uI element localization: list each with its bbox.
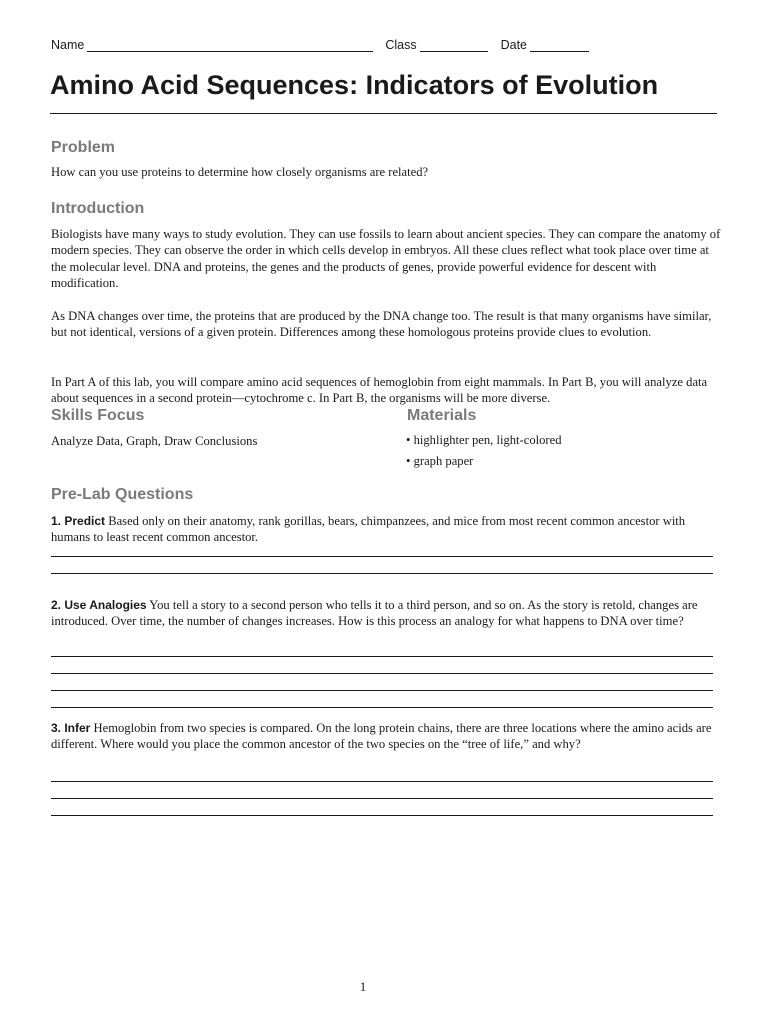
- materials-item: [406, 454, 473, 469]
- header-fields: [51, 38, 611, 52]
- date-field[interactable]: [530, 39, 589, 52]
- materials-item-label: highlighter pen, light-colored: [413, 433, 562, 447]
- answer-line[interactable]: [51, 690, 713, 691]
- intro-paragraph-3: In Part A of this lab, you will compare amino acid sequences of hemoglobin from eight mammals. In Part B, you will analyze data about sequences in a second protein—cytochrome c. In Part B, the organisms will be more diverse.: [51, 375, 708, 406]
- title-divider: [50, 113, 717, 114]
- class-field[interactable]: [420, 39, 488, 52]
- question-1: [51, 513, 721, 546]
- question-1-text: Based only on their anatomy, rank gorillas, bears, chimpanzees, and mice from most recent common ancestor with humans to least recent common ancestor.: [51, 514, 686, 545]
- class-label: Class: [385, 38, 417, 52]
- answer-line[interactable]: [51, 707, 713, 708]
- answer-line[interactable]: [51, 815, 713, 816]
- answer-line[interactable]: [51, 781, 713, 782]
- question-3: [51, 720, 721, 753]
- question-2: [51, 597, 721, 630]
- bullet-icon: •: [406, 454, 411, 468]
- answer-line[interactable]: [51, 573, 713, 574]
- question-2-text: You tell a story to a second person who tells it to a third person, and so on. As the story is retold, changes are introduced. Over time, the number of changes increases. How is this process an analogy for what happens to DNA over time?: [51, 598, 698, 629]
- materials-item: [406, 433, 562, 448]
- question-2-label: 2. Use Analogies: [51, 598, 147, 612]
- answer-line[interactable]: [51, 656, 713, 657]
- page-title: Amino Acid Sequences: Indicators of Evolution: [50, 70, 659, 100]
- question-3-label: 3. Infer: [51, 721, 91, 735]
- name-field[interactable]: [87, 39, 373, 52]
- page-number: 1: [359, 979, 367, 994]
- name-label: Name: [51, 38, 85, 52]
- materials-item-label: graph paper: [413, 454, 474, 468]
- question-1-label: 1. Predict: [51, 514, 106, 528]
- problem-text: How can you use proteins to determine how closely organisms are related?: [51, 165, 429, 179]
- intro-paragraph-1: Biologists have many ways to study evolution. They can use fossils to learn about ancient species. They can compare the anatomy of modern species. They can observe the order in which cells develop in embryos. All these clues reflect what took place over time at the molecular level. DNA and proteins, the genes and the products of genes, provide powerful evidence for descent with modification.: [51, 227, 721, 291]
- intro-paragraph-2: As DNA changes over time, the proteins that are produced by the DNA change too. The result is that many organisms have similar, but not identical, versions of a given protein. Differences among these homologous proteins provide clues to evolution.: [51, 309, 712, 340]
- introduction-heading: Introduction: [51, 200, 145, 217]
- date-label: Date: [500, 38, 528, 52]
- prelab-heading: Pre-Lab Questions: [51, 486, 194, 503]
- answer-line[interactable]: [51, 556, 713, 557]
- skills-focus-heading: Skills Focus: [51, 407, 145, 424]
- question-3-text: Hemoglobin from two species is compared. On the long protein chains, there are three locations where the amino acids are different. Where would you place the common ancestor of the two species on the “tree of life,” and why?: [51, 721, 712, 752]
- skills-focus-text: Analyze Data, Graph, Draw Conclusions: [51, 434, 258, 448]
- bullet-icon: •: [406, 433, 411, 447]
- materials-heading: Materials: [407, 407, 477, 424]
- answer-line[interactable]: [51, 798, 713, 799]
- answer-line[interactable]: [51, 673, 713, 674]
- problem-heading: Problem: [51, 139, 116, 156]
